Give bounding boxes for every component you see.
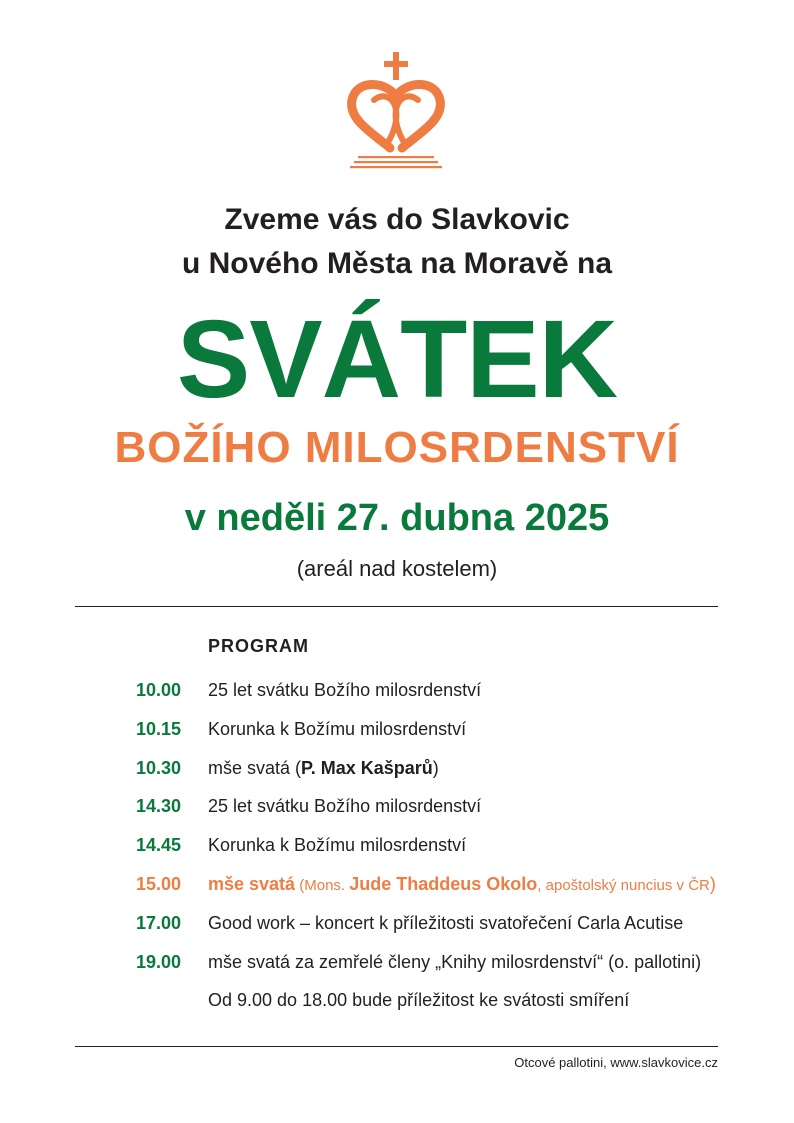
program-note: Od 9.00 do 18.00 bude příležitost ke svátosti smíření <box>208 990 630 1010</box>
celebrant-name: Jude Thaddeus Okolo <box>349 874 538 894</box>
program-text <box>208 870 716 900</box>
cross-heart-book-logo <box>344 50 448 176</box>
celebrant-title: (Mons. <box>295 877 350 894</box>
intro-line-1: Zveme vás do Slavkovic <box>224 203 570 236</box>
program-time: 10.15 <box>136 719 182 739</box>
program-text-start: mše svatá ( <box>208 758 302 778</box>
program-heading: PROGRAM <box>208 636 309 656</box>
celebrant-role: , apoštolský nuncius v ČR <box>537 877 710 894</box>
program-row <box>0 792 794 820</box>
intro-line-2: u Nového Města na Moravě na <box>181 247 613 280</box>
program-time: 17.00 <box>136 913 182 933</box>
program-text: Good work – koncert k příležitosti svatořečení Carla Acutise <box>208 913 684 933</box>
program-text: 25 let svátku Božího milosrdenství <box>208 796 482 816</box>
program-time: 15.00 <box>136 874 182 894</box>
program-row <box>0 676 794 704</box>
program-time: 10.00 <box>136 680 182 700</box>
program-text: Korunka k Božímu milosrdenství <box>208 719 467 739</box>
program-time: 19.00 <box>136 952 182 972</box>
program-text: Korunka k Božímu milosrdenství <box>208 835 467 855</box>
program-row <box>0 715 794 743</box>
program-row <box>0 831 794 859</box>
mass-label: mše svatá <box>208 874 296 894</box>
footer-contact: Otcové pallotini, www.slavkovice.cz <box>514 1055 718 1070</box>
program-row-highlight <box>0 870 794 898</box>
program-row <box>0 948 794 976</box>
celebrant-name: P. Max Kašparů <box>301 758 433 778</box>
program-row <box>0 754 794 782</box>
program-time: 14.45 <box>136 835 182 855</box>
program-text <box>208 754 439 782</box>
program-text-end: ) <box>432 758 439 778</box>
program-row <box>0 909 794 937</box>
program-time: 10.30 <box>136 758 182 778</box>
program-text-end: ) <box>709 874 716 894</box>
page-subtitle: BOŽÍHO MILOSRDENSTVÍ <box>114 423 680 472</box>
event-venue: (areál nad kostelem) <box>296 556 498 581</box>
program-text: 25 let svátku Božího milosrdenství <box>208 680 482 700</box>
program-time: 14.30 <box>136 796 182 816</box>
program-note-row <box>0 986 794 1014</box>
page-title: SVÁTEK <box>176 298 618 421</box>
divider-top <box>75 606 718 607</box>
event-date: v neděli 27. dubna 2025 <box>184 497 610 539</box>
divider-bottom <box>75 1046 718 1047</box>
program-text: mše svatá za zemřelé členy „Knihy milosrdenství“ (o. pallotini) <box>208 952 702 972</box>
